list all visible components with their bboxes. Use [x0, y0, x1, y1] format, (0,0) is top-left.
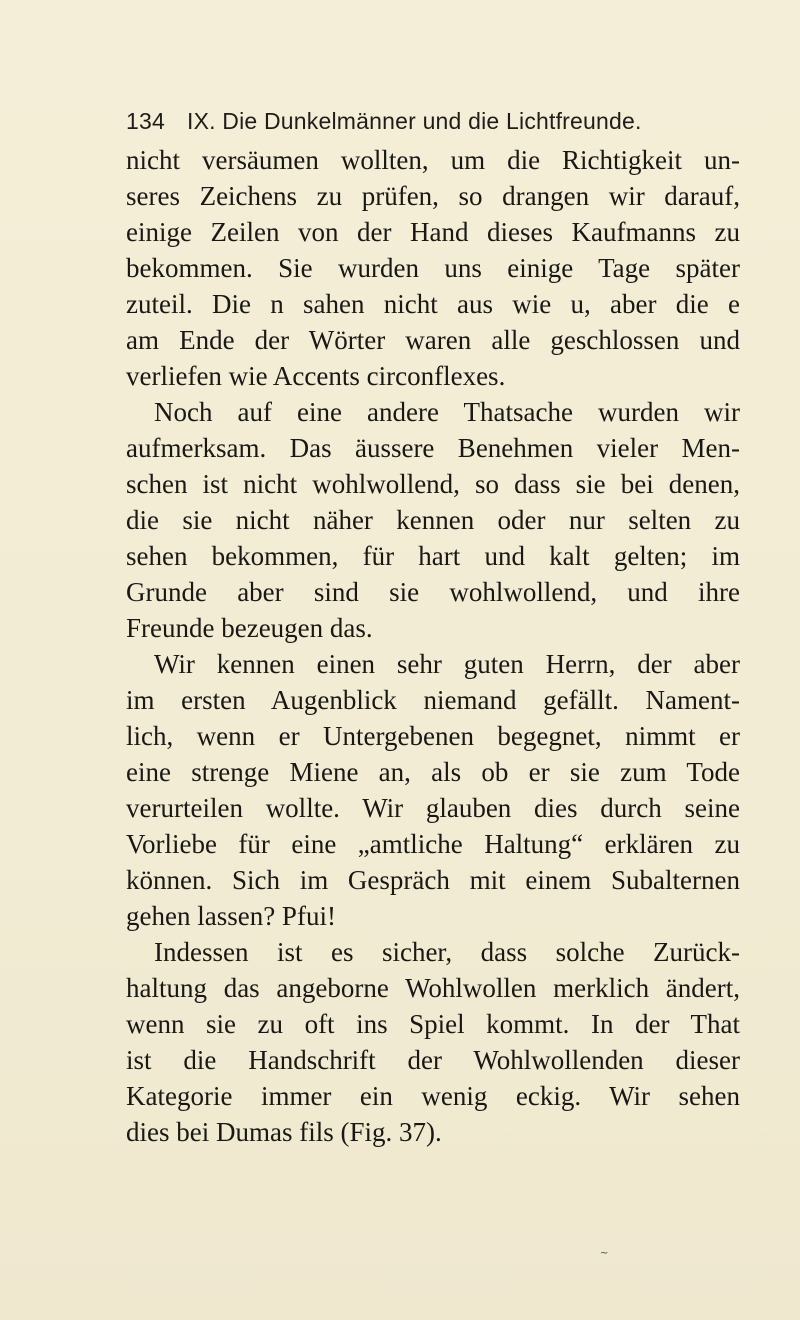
- text-line: wenn sie zu oft ins Spiel kommt. In der That: [126, 1009, 740, 1039]
- text-line: am Ende der Wörter waren alle geschlossen und: [126, 325, 740, 355]
- footer-mark: ~: [600, 1248, 609, 1259]
- text-line: Indessen ist es sicher, dass solche Zurück-: [154, 937, 740, 967]
- text-line: lich, wenn er Untergebenen begegnet, nimmt er: [126, 721, 740, 751]
- text-line: ist die Handschrift der Wohlwollenden dieser: [126, 1045, 740, 1075]
- text-line: können. Sich im Gespräch mit einem Subalternen: [126, 865, 740, 895]
- page-number: 134: [126, 108, 165, 134]
- text-line: seres Zeichens zu prüfen, so drangen wir darauf,: [126, 181, 740, 211]
- text-line: verurteilen wollte. Wir glauben dies durch seine: [126, 793, 740, 823]
- text-line: Vorliebe für eine „amtliche Haltung“ erklären zu: [126, 829, 740, 859]
- text-line: Kategorie immer ein wenig eckig. Wir sehen: [126, 1081, 740, 1111]
- text-line: eine strenge Miene an, als ob er sie zum Tode: [126, 757, 740, 787]
- text-line: die sie nicht näher kennen oder nur selten zu: [126, 505, 740, 535]
- page-header: [126, 108, 726, 135]
- text-line: sehen bekommen, für hart und kalt gelten; im: [126, 541, 740, 571]
- text-line: Freunde bezeugen das.: [126, 613, 373, 643]
- text-line: im ersten Augenblick niemand gefällt. Nament-: [126, 685, 740, 715]
- text-line: aufmerksam. Das äussere Benehmen vieler Men-: [126, 433, 740, 463]
- text-line: haltung das angeborne Wohlwollen merklich ändert,: [126, 973, 740, 1003]
- text-line: bekommen. Sie wurden uns einige Tage später: [126, 253, 740, 283]
- text-line: Noch auf eine andere Thatsache wurden wir: [154, 397, 740, 427]
- body-text: [126, 142, 740, 1150]
- text-line: zuteil. Die n sahen nicht aus wie u, aber die e: [126, 289, 740, 319]
- text-line: gehen lassen? Pfui!: [126, 901, 336, 931]
- text-line: einige Zeilen von der Hand dieses Kaufmanns zu: [126, 217, 740, 247]
- running-title: IX. Die Dunkelmänner und die Lichtfreunde.: [186, 108, 642, 134]
- text-line: dies bei Dumas fils (Fig. 37).: [126, 1117, 442, 1147]
- text-line: verliefen wie Accents circonflexes.: [126, 361, 506, 391]
- text-line: schen ist nicht wohlwollend, so dass sie bei denen,: [126, 469, 740, 499]
- text-line: nicht versäumen wollten, um die Richtigkeit un-: [126, 145, 740, 175]
- text-line: Grunde aber sind sie wohlwollend, und ihre: [126, 577, 740, 607]
- text-line: Wir kennen einen sehr guten Herrn, der aber: [154, 649, 740, 679]
